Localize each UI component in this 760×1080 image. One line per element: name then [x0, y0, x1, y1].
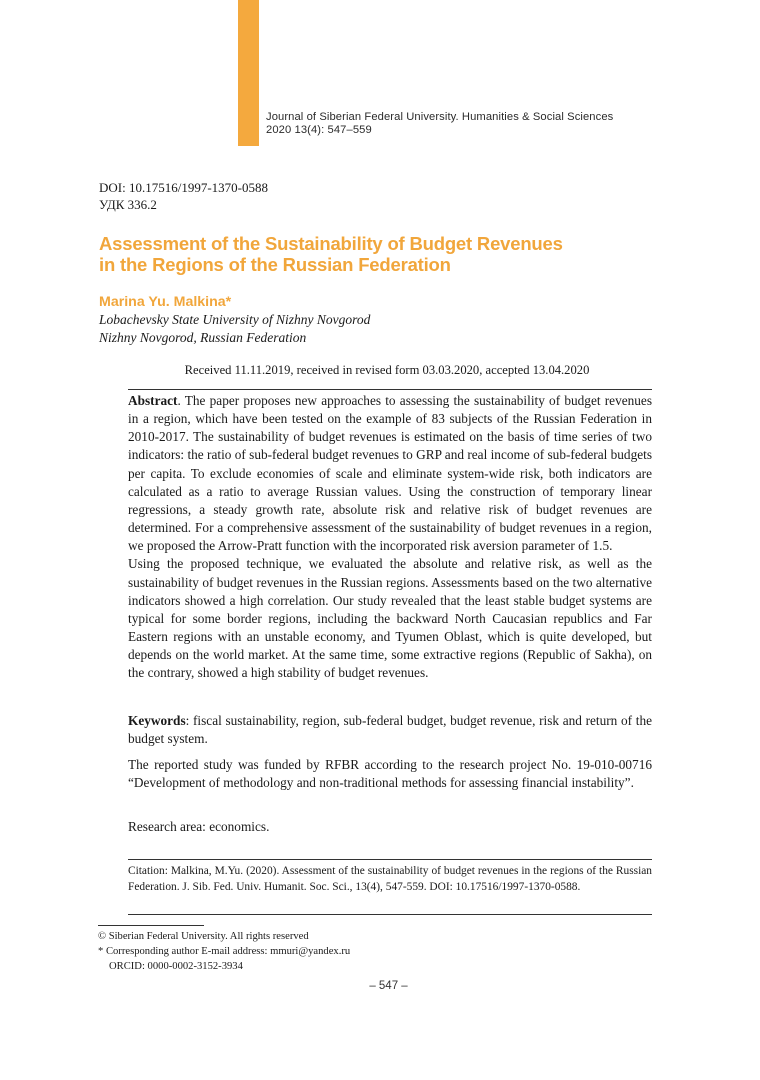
page-number: – 547 – [369, 980, 408, 992]
abstract-label: Abstract [128, 393, 178, 408]
keywords [128, 712, 652, 748]
abstract-paragraph-2: Using the proposed technique, we evaluated the absolute and relative risk, as well as the sustainability of budget revenues in the Russian regions. Assessments based on the two alternative indicators showed a high correlation. Our study revealed that the least stable budget systems are typical for some border regions, including the backward North Caucasian republics and Far Eastern regions with an unstable economy, and Tyumen Oblast, which is quite developed, but depends on the world market. At the same time, some extractive regions (Republic of Sakha), on the contrary, showed a high stability of budget revenues. [128, 556, 652, 681]
corresponding-author-note: * Corresponding author E-mail address: mmuri@yandex.ru [98, 946, 351, 957]
udk: УДК 336.2 [99, 197, 157, 212]
journal-name: Journal of Siberian Federal University. Humanities & Social Sciences [266, 111, 614, 123]
abstract-top-rule [128, 389, 652, 390]
copyright-note: © Siberian Federal University. All rights reserved [98, 931, 309, 942]
doi: DOI: 10.17516/1997-1370-0588 [99, 180, 268, 195]
research-area: Research area: economics. [128, 819, 270, 834]
abstract-text-1: . The paper proposes new approaches to assessing the sustainability of budget revenues in a region, which have been tested on the example of 83 subjects of the Russian Federation in 2010-2017. The sustainability of budget revenues is estimated on the basis of time series of two indicators: the ratio of sub-federal budget revenues to GRP and real income of sub-federal budgets per capita. To exclude economies of scale and eliminate system-wide risk, both indicators are calculated as a ratio to average Russian values. Using the construction of temporary linear regressions, a steady growth rate, absolute risk and relative risk of budget revenues are determined. For a comprehensive assessment of the sustainability of budget revenues in a region, we proposed the Arrow-Pratt function with the incorporated risk aversion parameter of 1.5. [128, 393, 652, 554]
footnote-rule [98, 925, 204, 926]
funding-note: The reported study was funded by RFBR according to the research project No. 19-010-00716 “Development of methodology and non-traditional methods for assessing financial instability”. [128, 757, 652, 791]
abstract-section [128, 392, 652, 683]
author-affiliation [99, 311, 370, 347]
affiliation-location: Nizhny Novgorod, Russian Federation [99, 330, 307, 345]
footnotes [98, 929, 350, 974]
journal-accent-bar [238, 0, 259, 146]
affiliation-institution: Lobachevsky State University of Nizhny Novgorod [99, 312, 371, 327]
keywords-label: Keywords [128, 713, 186, 728]
abstract-paragraph-1 [128, 392, 652, 555]
title-line-1: Assessment of the Sustainability of Budget Revenues [99, 233, 563, 254]
article-meta [99, 179, 268, 213]
orcid-note: ORCID: 0000-0002-3152-3934 [109, 961, 243, 972]
keywords-text: : fiscal sustainability, region, sub-federal budget, budget revenue, risk and return of the budget system. [128, 713, 652, 747]
journal-issue: 2020 13(4): 547–559 [266, 124, 372, 136]
journal-header [266, 111, 613, 137]
author-name: Marina Yu. Malkina* [99, 294, 232, 310]
title-line-2: in the Regions of the Russian Federation [99, 254, 451, 275]
citation: Citation: Malkina, M.Yu. (2020). Assessment of the sustainability of budget revenues in the regions of the Russian Federation. J. Sib. Fed. Univ. Humanit. Soc. Sci., 13(4), 547-559. DOI: 10.17516/1997-1370-0588. [128, 865, 652, 893]
citation-top-rule [128, 859, 652, 860]
received-dates: Received 11.11.2019, received in revised form 03.03.2020, accepted 13.04.2020 [184, 363, 590, 377]
citation-bottom-rule [128, 914, 652, 915]
article-title [99, 233, 563, 275]
